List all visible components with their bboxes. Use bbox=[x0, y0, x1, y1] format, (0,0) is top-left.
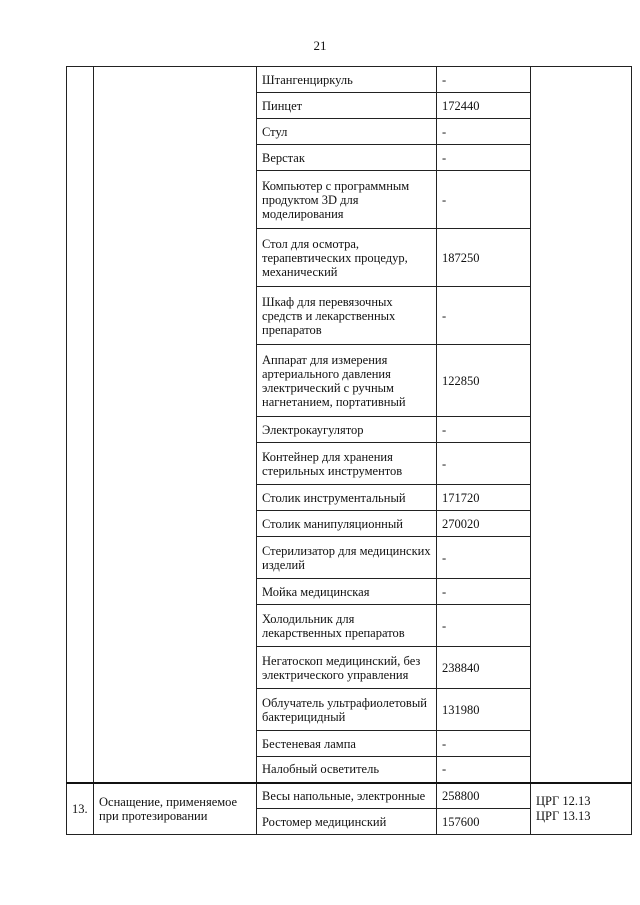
equipment-code: - bbox=[437, 287, 531, 345]
equipment-name: Электрокаугулятор bbox=[257, 417, 437, 443]
equipment-code: 131980 bbox=[437, 689, 531, 731]
equipment-code: 258800 bbox=[437, 783, 531, 809]
section-category: Оснащение, применяемое при протезировании bbox=[94, 783, 257, 835]
equipment-name: Негатоскоп медицинский, без электрического управления bbox=[257, 647, 437, 689]
equipment-code: 157600 bbox=[437, 809, 531, 835]
row-number-cell bbox=[67, 67, 94, 783]
equipment-name: Бестеневая лампа bbox=[257, 731, 437, 757]
equipment-name: Весы напольные, электронные bbox=[257, 783, 437, 809]
equipment-name: Столик инструментальный bbox=[257, 485, 437, 511]
group-code-cell bbox=[531, 67, 632, 783]
equipment-code: 122850 bbox=[437, 345, 531, 417]
equipment-code: 270020 bbox=[437, 511, 531, 537]
equipment-name: Верстак bbox=[257, 145, 437, 171]
category-cell bbox=[94, 67, 257, 783]
section-number: 13. bbox=[67, 783, 94, 835]
equipment-name: Мойка медицинская bbox=[257, 579, 437, 605]
equipment-name: Стол для осмотра, терапевтических процедур, механический bbox=[257, 229, 437, 287]
equipment-name: Контейнер для хранения стерильных инструментов bbox=[257, 443, 437, 485]
equipment-name: Облучатель ультрафиолетовый бактерицидный bbox=[257, 689, 437, 731]
equipment-code: - bbox=[437, 731, 531, 757]
equipment-code: - bbox=[437, 145, 531, 171]
equipment-code: 238840 bbox=[437, 647, 531, 689]
equipment-name: Ростомер медицинский bbox=[257, 809, 437, 835]
equipment-name: Налобный осветитель bbox=[257, 757, 437, 783]
equipment-code: 172440 bbox=[437, 93, 531, 119]
equipment-name: Шкаф для перевязочных средств и лекарственных препаратов bbox=[257, 287, 437, 345]
group-code: ЦРГ 12.13 bbox=[536, 793, 591, 808]
equipment-code: - bbox=[437, 537, 531, 579]
equipment-code: - bbox=[437, 119, 531, 145]
page-number: 21 bbox=[313, 38, 327, 53]
equipment-code: - bbox=[437, 579, 531, 605]
equipment-code: - bbox=[437, 605, 531, 647]
table-row bbox=[67, 67, 632, 93]
equipment-table bbox=[66, 66, 632, 835]
equipment-name: Компьютер с программным продуктом 3D для моделирования bbox=[257, 171, 437, 229]
equipment-name: Стерилизатор для медицинских изделий bbox=[257, 537, 437, 579]
equipment-code: - bbox=[437, 171, 531, 229]
equipment-code: - bbox=[437, 757, 531, 783]
equipment-code: - bbox=[437, 417, 531, 443]
equipment-name: Стул bbox=[257, 119, 437, 145]
group-code: ЦРГ 13.13 bbox=[536, 808, 591, 823]
equipment-name: Штангенциркуль bbox=[257, 67, 437, 93]
equipment-name: Аппарат для измерения артериального давления электрический с ручным нагнетанием, портативный bbox=[257, 345, 437, 417]
group-code-cell bbox=[531, 783, 632, 835]
equipment-code: 171720 bbox=[437, 485, 531, 511]
equipment-name: Холодильник для лекарственных препаратов bbox=[257, 605, 437, 647]
table-row bbox=[67, 783, 632, 809]
equipment-code: - bbox=[437, 443, 531, 485]
equipment-name: Пинцет bbox=[257, 93, 437, 119]
equipment-code: - bbox=[437, 67, 531, 93]
equipment-name: Столик манипуляционный bbox=[257, 511, 437, 537]
equipment-code: 187250 bbox=[437, 229, 531, 287]
